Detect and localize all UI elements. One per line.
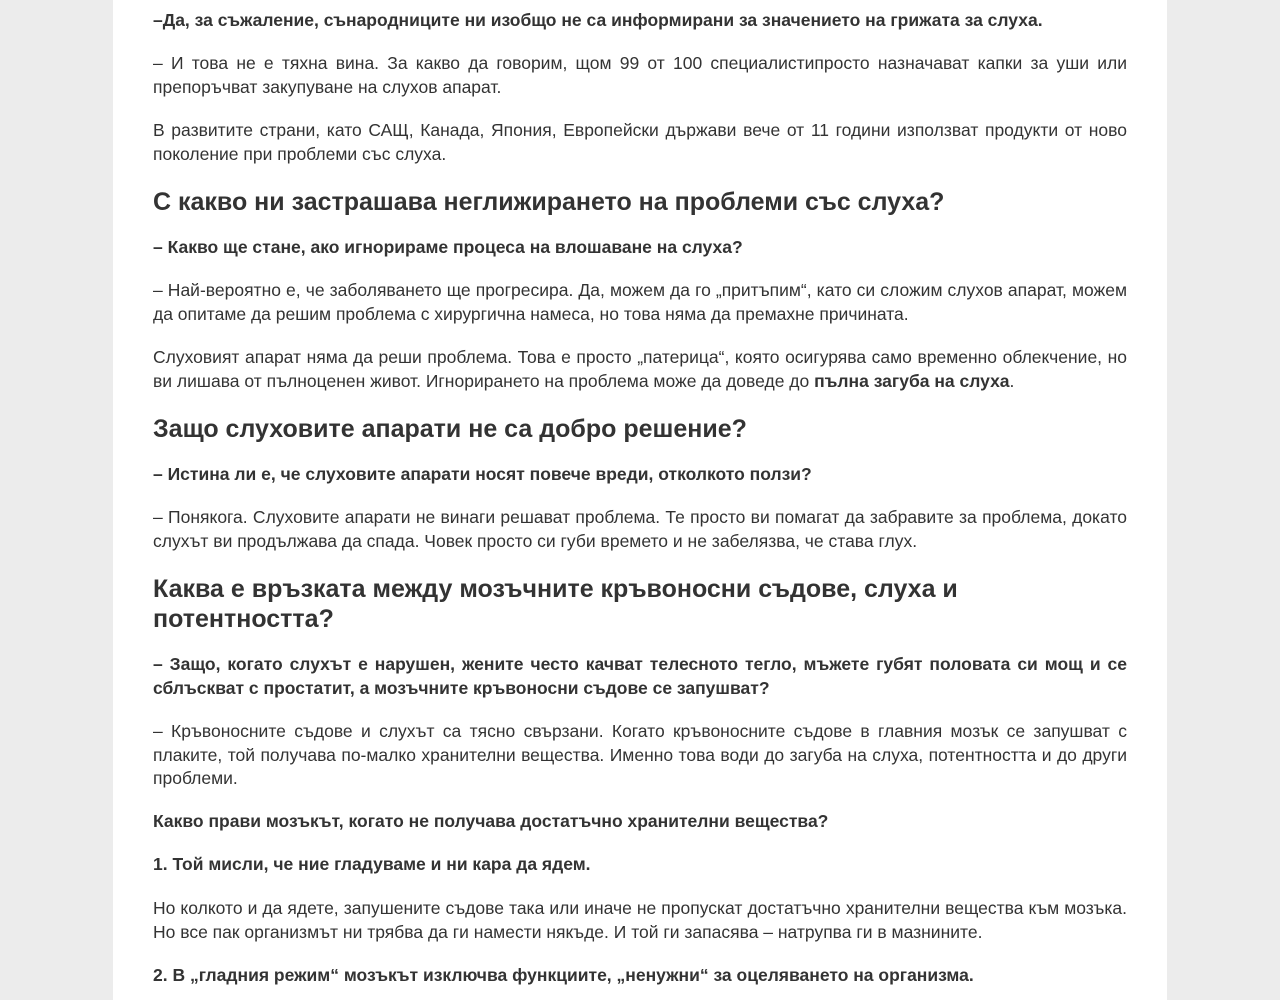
text: Слуховият апарат няма да реши проблема. Това е просто „патерица“, която осигурява само временно облекчение, но ви лишава от пълноценен живот. Игнорирането на проблема може да доведе до: [153, 347, 1127, 391]
question: [153, 463, 1127, 487]
paragraph: – Кръвоносните съдове и слухът са тясно свързани. Когато кръвоносните съдове в главния мозък се запушват с плаките, той получава по-малко хранителни вещества. Именно това води до загуба на слуха, потентността и до други проблеми.: [153, 721, 1127, 788]
bold-text: Какво прави мозъкът, когато не получава достатъчно хранителни вещества?: [153, 811, 829, 831]
paragraph: [153, 346, 1127, 393]
question: [153, 653, 1127, 700]
article-page: [113, 0, 1167, 1000]
bold-text: – Истина ли е, че слуховите апарати носят повече вреди, отколкото ползи?: [153, 464, 812, 484]
question: [153, 810, 1127, 834]
paragraph: Но колкото и да ядете, запушените съдове така или иначе не пропускат достатъчно хранителни вещества към мозъка. Но все пак организмът ни трябва да ги намести някъде. И той ги запасява – натрупва ги в мазнините.: [153, 898, 1127, 942]
bold-text: 1. Той мисли, че ние гладуваме и ни кара да ядем.: [153, 854, 591, 874]
question: [153, 236, 1127, 260]
section-heading: Защо слуховите апарати не са добро решение?: [153, 415, 747, 443]
paragraph-intro-answer: [153, 9, 1127, 33]
bold-text: –Да, за съжаление, сънародниците ни изобщо не са информирани за значението на грижата за слуха.: [153, 10, 1043, 30]
bold-text: – Какво ще стане, ако игнорираме процеса на влошаване на слуха?: [153, 237, 743, 257]
bold-text: пълна загуба на слуха: [814, 370, 1010, 391]
section-heading: Каква е връзката между мозъчните кръвоносни съдове, слуха и потентността?: [153, 575, 958, 633]
paragraph: – И това не е тяхна вина. За какво да говорим, щом 99 от 100 специалистипросто назначават капки за уши или препоръчват закупуване на слухов апарат.: [153, 53, 1127, 97]
bold-text: 2. В „гладния режим“ мозъкът изключва функциите, „ненужни“ за оцеляването на организма.: [153, 965, 974, 985]
paragraph: – Най-вероятно е, че заболяването ще прогресира. Да, можем да го „притъпим“, като си сложим слухов апарат, можем да опитаме да решим проблема с хирургична намеса, но това няма да премахне причината.: [153, 280, 1127, 324]
text: .: [1009, 370, 1015, 391]
paragraph: – Понякога. Слуховите апарати не винаги решават проблема. Те просто ви помагат да забравите за проблема, докато слухът ви продължава да спада. Човек просто си губи времето и не забелязва, че става глух.: [153, 507, 1127, 551]
bold-text: – Защо, когато слухът е нарушен, жените често качват телесното тегло, мъжете губят половата си мощ и се сблъскват с простатит, а мозъчните кръвоносни съдове се запушват?: [153, 654, 1127, 698]
numbered-point: [153, 964, 1127, 988]
paragraph: В развитите страни, като САЩ, Канада, Япония, Европейски държави вече от 11 години използват продукти от ново поколение при проблеми със слуха.: [153, 120, 1127, 164]
section-heading: С какво ни застрашава неглижирането на проблеми със слуха?: [153, 188, 945, 216]
numbered-point: [153, 853, 1127, 877]
